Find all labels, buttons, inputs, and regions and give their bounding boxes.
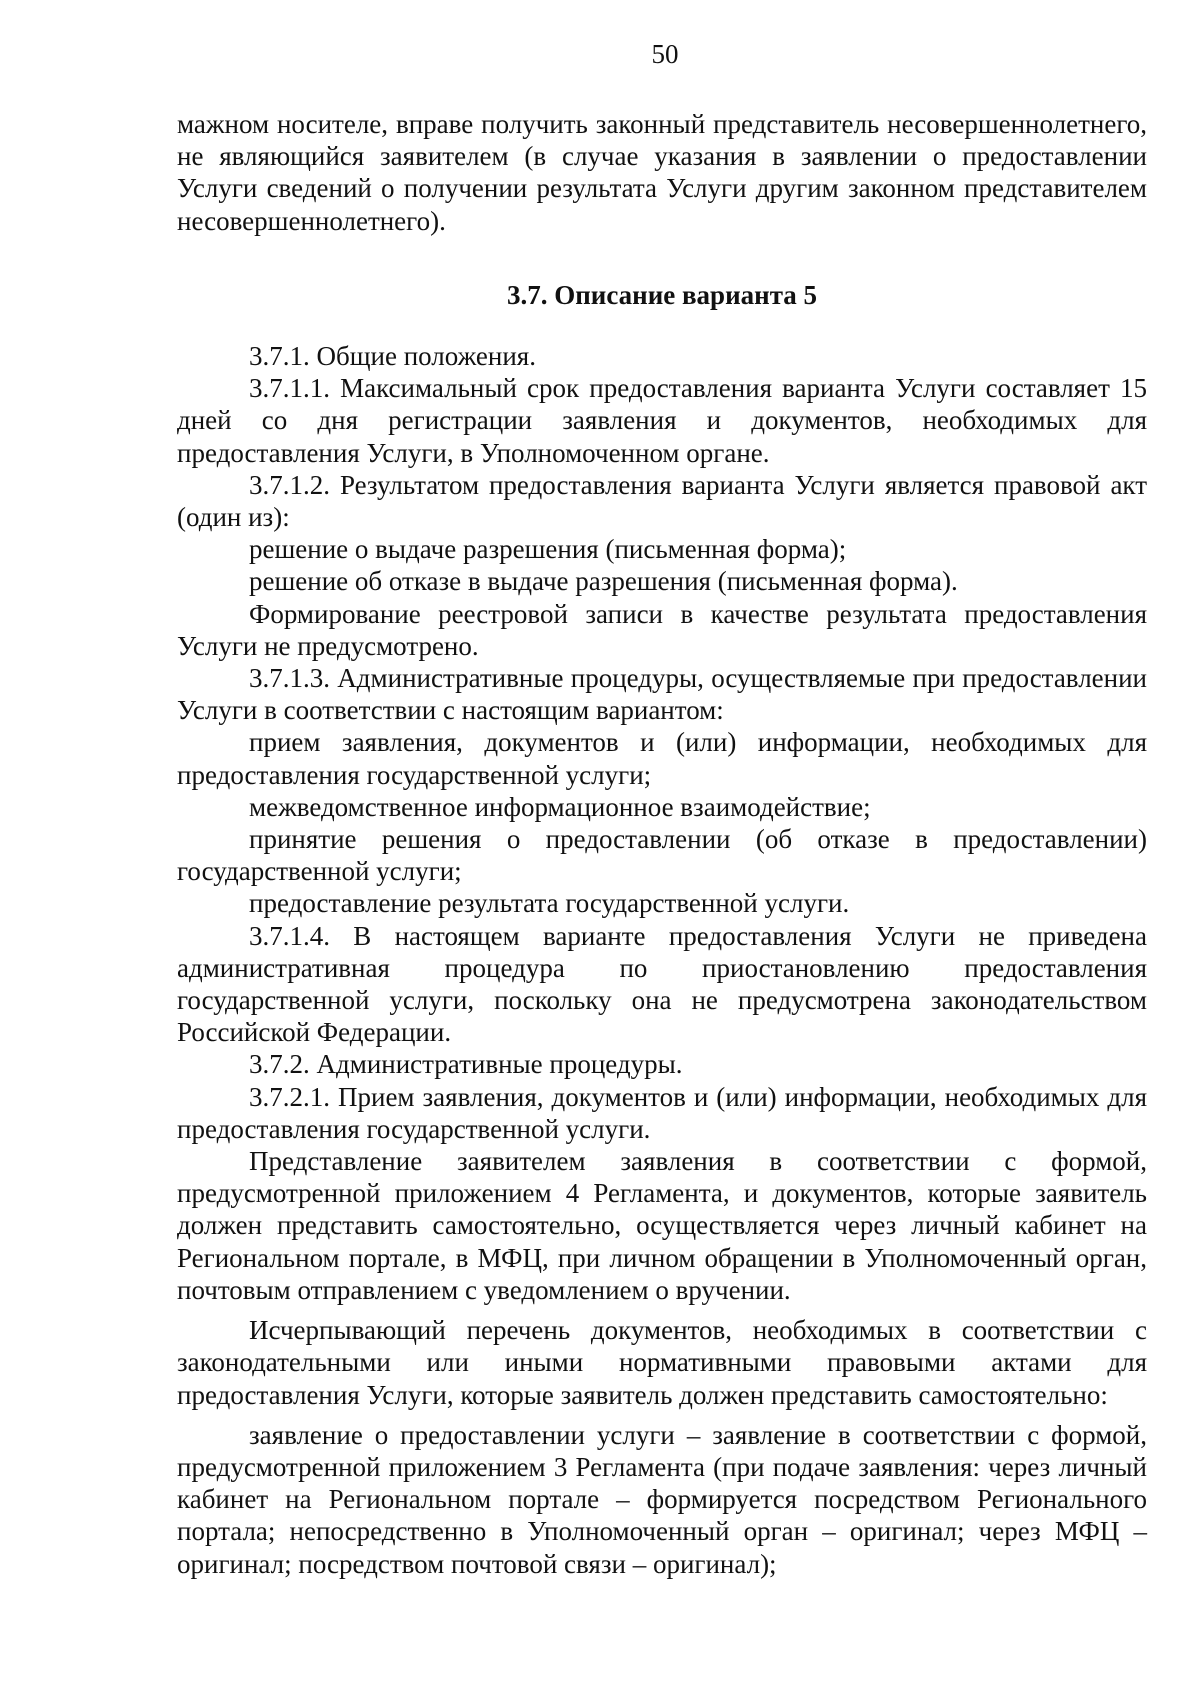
paragraph-no-suspension: 3.7.1.4. В настоящем варианте предоставления Услуги не приведена административная процедура по приостановлению предоставления государственной услуги, поскольку она не предусмотрена законодательством Российской Федерации. [177, 920, 1147, 1048]
paragraph-admin-procedures-heading: 3.7.2. Административные процедуры. [249, 1049, 683, 1080]
list-item-application-form: заявление о предоставлении услуги – заявление в соответствии с формой, предусмотренной приложением 3 Регламента (при подаче заявления: через личный кабинет на Региональном портале – формируется посредством Регионального портала; непосредственно в Уполномоченный орган – оригинал; через МФЦ – оригинал; посредством почтовой связи – оригинал); [177, 1419, 1147, 1579]
intro-text [177, 108, 1147, 237]
paragraph-document-list: Исчерпывающий перечень документов, необходимых в соответствии с законодательными или иными нормативными правовыми актами для предоставления Услуги, которые заявитель должен представить самостоятельно: [177, 1315, 1147, 1410]
paragraph-general-provisions: 3.7.1. Общие положения. [249, 341, 536, 371]
list-item-decision-making: принятие решения о предоставлении (об отказе в предоставлении) государственной услуги; [177, 824, 1147, 887]
list-item-application-intake: прием заявления, документов и (или) информации, необходимых для предоставления государственной услуги; [177, 727, 1147, 790]
list-item-permit-decision: решение о выдаче разрешения (письменная форма); [249, 534, 847, 565]
list-item-refusal-decision: решение об отказе в выдаче разрешения (письменная форма). [249, 566, 958, 597]
intro-paragraph: мажном носителе, вправе получить законный представитель несовершеннолетнего, не являющийся заявителем (в случае указания в заявлении о предоставлении Услуги сведений о получении результата Услуги другим законном представителем несовершеннолетнего). [177, 109, 1147, 236]
paragraph-registry-record: Формирование реестровой записи в качестве результата предоставления Услуги не предусмотрено. [177, 598, 1147, 661]
page-number: 50 [651, 39, 679, 69]
section-heading: 3.7. Описание варианта 5 [506, 280, 818, 310]
list-item-result-delivery: предоставление результата государственной услуги. [249, 888, 850, 919]
paragraph-result: 3.7.1.2. Результатом предоставления варианта Услуги является правовой акт (один из): [177, 469, 1147, 533]
paragraph-max-term: 3.7.1.1. Максимальный срок предоставления варианта Услуги составляет 15 дней со дня регистрации заявления и документов, необходимых для предоставления Услуги, в Уполномоченном органе. [177, 373, 1147, 468]
section-body [177, 340, 1147, 1580]
paragraph-admin-procedures: 3.7.1.3. Административные процедуры, осуществляемые при предоставлении Услуги в соответствии с настоящим вариантом: [177, 663, 1147, 726]
paragraph-intake-procedure: 3.7.2.1. Прием заявления, документов и (или) информации, необходимых для предоставления государственной услуги. [177, 1081, 1147, 1144]
list-item-interagency: межведомственное информационное взаимодействие; [249, 791, 871, 822]
paragraph-submission-methods: Представление заявителем заявления в соответствии с формой, предусмотренной приложением 4 Регламента, и документов, которые заявитель должен представить самостоятельно, осуществляется через личный кабинет на Региональном портале, в МФЦ, при личном обращении в Уполномоченный орган, почтовым отправлением с уведомлением о вручении. [177, 1146, 1147, 1305]
